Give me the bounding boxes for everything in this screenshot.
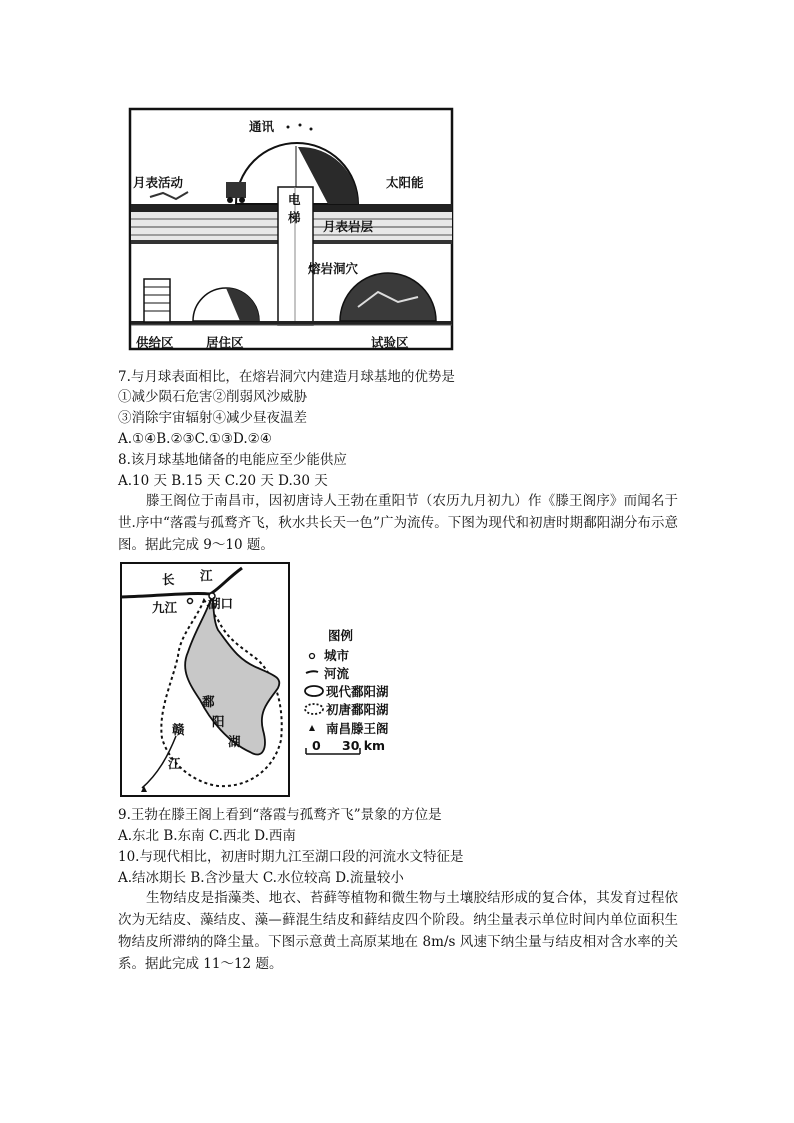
legend-scale-value: 30 km bbox=[342, 738, 386, 753]
label-po: 鄱 bbox=[202, 694, 215, 709]
legend-scale-zero: 0 bbox=[312, 738, 321, 753]
label-comm: 通讯 bbox=[249, 119, 275, 134]
q9-choices: A.东北 B.东南 C.西北 D.西南 bbox=[118, 828, 296, 844]
label-living-zone: 居住区 bbox=[206, 335, 244, 350]
label-hukou: 湖口 bbox=[208, 596, 234, 611]
legend-modern-lake: 现代鄱阳湖 bbox=[326, 684, 389, 699]
label-supply-zone: 供给区 bbox=[136, 335, 174, 350]
label-jiang: 江 bbox=[168, 756, 181, 771]
q7-options-1: ①减少陨石危害②削弱风沙威胁 bbox=[118, 389, 307, 405]
lunar-base-diagram bbox=[128, 107, 456, 353]
q10-stem: 10.与现代相比，初唐时期九江至湖口段的河流水文特征是 bbox=[118, 849, 464, 865]
label-surface-activity: 月表活动 bbox=[133, 175, 184, 190]
legend-tengwang: 南昌滕王阁 bbox=[326, 721, 389, 736]
legend-river: 河流 bbox=[324, 666, 350, 681]
legend-city: 城市 bbox=[324, 648, 350, 663]
q7-stem: 7.与月球表面相比，在熔岩洞穴内建造月球基地的优势是 bbox=[118, 369, 455, 385]
label-changjiang-2: 江 bbox=[200, 568, 213, 583]
q10-choices: A.结冰期长 B.含沙量大 C.水位较高 D.流量较小 bbox=[118, 870, 404, 886]
poyang-lake-map bbox=[118, 560, 418, 800]
label-gan: 赣 bbox=[172, 722, 185, 737]
label-hu: 湖 bbox=[228, 734, 241, 749]
label-test-zone: 试验区 bbox=[371, 335, 409, 350]
label-jiujiang: 九江 bbox=[152, 600, 178, 615]
q7-options-2: ③消除宇宙辐射④减少昼夜温差 bbox=[118, 410, 307, 426]
legend-early-lake: 初唐鄱阳湖 bbox=[326, 702, 389, 717]
q8-stem: 8.该月球基地储备的电能应至少能供应 bbox=[118, 452, 347, 468]
q8-choices: A.10 天 B.15 天 C.20 天 D.30 天 bbox=[118, 473, 328, 489]
legend-title: 图例 bbox=[328, 628, 354, 643]
label-elevator-2: 梯 bbox=[288, 210, 301, 225]
q9-stem: 9.王勃在滕王阁上看到“落霞与孤鹜齐飞”景象的方位是 bbox=[118, 807, 442, 823]
passage-biocrust: 生物结皮是指藻类、地衣、苔藓等植物和微生物与土壤胶结形成的复合体，其发育过程依次为无结皮、藻结皮、藻—藓混生结皮和藓结皮四个阶段。纳尘量表示单位时间内单位面积生物结皮所滞纳的降尘量。下图示意黄土高原某地在 8m/s 风速下纳尘量与结皮相对含水率的关系。据此完成 11～12 题。 bbox=[118, 890, 678, 972]
label-lava-cave: 熔岩洞穴 bbox=[308, 261, 359, 276]
passage-tengwang: 滕王阁位于南昌市，因初唐诗人王勃在重阳节（农历九月初九）作《滕王阁序》而闻名于世.序中“落霞与孤鹜齐飞，秋水共长天一色”广为流传。下图为现代和初唐时期鄱阳湖分布示意图。据此完成 9～10 题。 bbox=[118, 493, 678, 553]
label-solar: 太阳能 bbox=[386, 175, 424, 190]
label-changjiang-1: 长 bbox=[162, 572, 175, 587]
q7-choices: A.①④B.②③C.①③D.②④ bbox=[118, 431, 272, 447]
label-yang: 阳 bbox=[212, 714, 225, 729]
label-rock-layer: 月表岩层 bbox=[323, 219, 374, 234]
label-elevator-1: 电 bbox=[288, 192, 301, 207]
